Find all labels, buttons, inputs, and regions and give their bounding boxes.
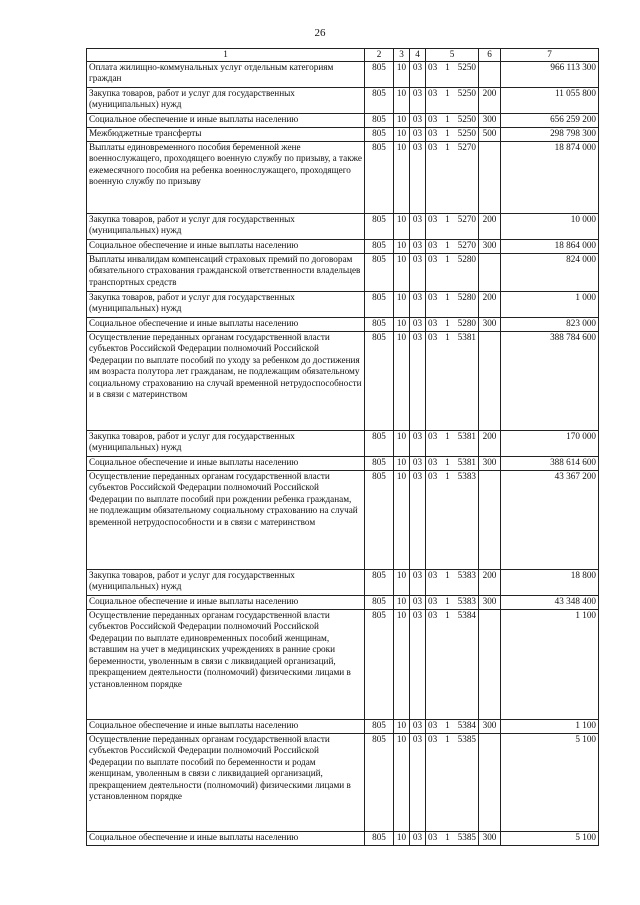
col-5-code-part: 03 xyxy=(428,430,438,441)
col-7-amount: 170 000 xyxy=(501,430,599,456)
col-6-value: 300 xyxy=(479,831,501,845)
col-5-code-part: 03 xyxy=(428,87,438,98)
col-5-code-part: 03 xyxy=(428,127,438,138)
table-row xyxy=(87,127,599,141)
col-7-amount: 5 100 xyxy=(501,733,599,831)
col-2-value: 805 xyxy=(365,239,394,253)
col-3-value: 10 xyxy=(394,609,410,719)
col-2-value: 805 xyxy=(365,430,394,456)
col-5-code-part: 5280 xyxy=(457,253,476,264)
col-4-value: 03 xyxy=(410,569,426,595)
col-5-code-part: 5383 xyxy=(457,470,476,481)
col-4-value: 03 xyxy=(410,456,426,470)
col-6-value: 200 xyxy=(479,213,501,239)
col-2-value: 805 xyxy=(365,87,394,113)
col-6-value: 300 xyxy=(479,317,501,331)
col-5-code-part: 03 xyxy=(428,61,438,72)
col-5-code xyxy=(426,456,479,470)
col-5-code xyxy=(426,61,479,87)
col-5-code-part: 5381 xyxy=(457,331,476,342)
col-5-code-part: 5280 xyxy=(457,317,476,328)
col-5-code-part: 03 xyxy=(428,141,438,152)
col-3-value: 10 xyxy=(394,831,410,845)
col-3-value: 10 xyxy=(394,213,410,239)
row-name: Закупка товаров, работ и услуг для государственных (муниципальных) нужд xyxy=(87,291,365,317)
col-5-code xyxy=(426,430,479,456)
col-5-code-part: 03 xyxy=(428,113,438,124)
column-header: 1 xyxy=(87,49,365,62)
table-row xyxy=(87,141,599,213)
col-5-code-part: 1 xyxy=(445,291,450,302)
col-6-value: 300 xyxy=(479,239,501,253)
col-3-value: 10 xyxy=(394,61,410,87)
col-2-value: 805 xyxy=(365,127,394,141)
col-4-value: 03 xyxy=(410,331,426,430)
col-3-value: 10 xyxy=(394,470,410,569)
col-3-value: 10 xyxy=(394,719,410,733)
col-5-code-part: 03 xyxy=(428,831,438,842)
table-body xyxy=(87,61,599,845)
page-number: 26 xyxy=(314,27,326,39)
col-3-value: 10 xyxy=(394,569,410,595)
col-6-value: 200 xyxy=(479,569,501,595)
table-row xyxy=(87,733,599,831)
row-name: Социальное обеспечение и иные выплаты населению xyxy=(87,595,365,609)
col-2-value: 805 xyxy=(365,113,394,127)
col-5-code xyxy=(426,733,479,831)
col-5-code xyxy=(426,213,479,239)
col-7-amount: 1 000 xyxy=(501,291,599,317)
col-4-value: 03 xyxy=(410,719,426,733)
col-7-amount: 43 367 200 xyxy=(501,470,599,569)
column-header: 2 xyxy=(365,49,394,62)
col-5-code-part: 03 xyxy=(428,733,438,744)
col-2-value: 805 xyxy=(365,719,394,733)
row-name: Социальное обеспечение и иные выплаты населению xyxy=(87,831,365,845)
col-2-value: 805 xyxy=(365,317,394,331)
col-4-value: 03 xyxy=(410,291,426,317)
col-3-value: 10 xyxy=(394,141,410,213)
row-name: Социальное обеспечение и иные выплаты населению xyxy=(87,113,365,127)
col-3-value: 10 xyxy=(394,733,410,831)
col-5-code-part: 1 xyxy=(445,213,450,224)
col-4-value: 03 xyxy=(410,87,426,113)
table-row xyxy=(87,253,599,291)
col-5-code xyxy=(426,87,479,113)
budget-table xyxy=(86,48,599,846)
row-name: Оплата жилищно-коммунальных услуг отдельным категориям граждан xyxy=(87,61,365,87)
col-3-value: 10 xyxy=(394,127,410,141)
col-5-code-part: 5270 xyxy=(457,213,476,224)
col-5-code-part: 1 xyxy=(445,253,450,264)
col-4-value: 03 xyxy=(410,113,426,127)
table-row xyxy=(87,719,599,733)
col-5-code-part: 03 xyxy=(428,213,438,224)
col-5-code-part: 03 xyxy=(428,331,438,342)
col-5-code-part: 1 xyxy=(445,430,450,441)
col-5-code-part: 1 xyxy=(445,609,450,620)
col-3-value: 10 xyxy=(394,317,410,331)
col-2-value: 805 xyxy=(365,456,394,470)
col-4-value: 03 xyxy=(410,609,426,719)
row-name: Закупка товаров, работ и услуг для государственных (муниципальных) нужд xyxy=(87,213,365,239)
table-row xyxy=(87,239,599,253)
col-3-value: 10 xyxy=(394,239,410,253)
table-row xyxy=(87,595,599,609)
col-5-code-part: 5250 xyxy=(457,61,476,72)
table-row xyxy=(87,317,599,331)
col-4-value: 03 xyxy=(410,470,426,569)
row-name: Осуществление переданных органам государственной власти субъектов Российской Федерации полномочий Российской Федерации по выплате единовременных пособий женщинам, вставшим на учет в медицинских учреждениях в ранние сроки беременности, уволенным в связи с ликвидацией организаций, прекращением деятельности (полномочий) физическими лицами в установленном порядке xyxy=(87,609,365,719)
col-4-value: 03 xyxy=(410,317,426,331)
col-5-code-part: 5270 xyxy=(457,239,476,250)
col-6-value xyxy=(479,609,501,719)
col-2-value: 805 xyxy=(365,291,394,317)
col-5-code-part: 5250 xyxy=(457,113,476,124)
col-5-code-part: 1 xyxy=(445,113,450,124)
row-name: Закупка товаров, работ и услуг для государственных (муниципальных) нужд xyxy=(87,569,365,595)
col-4-value: 03 xyxy=(410,831,426,845)
col-5-code-part: 03 xyxy=(428,253,438,264)
table-row xyxy=(87,291,599,317)
col-6-value: 200 xyxy=(479,430,501,456)
col-5-code xyxy=(426,253,479,291)
col-5-code-part: 03 xyxy=(428,291,438,302)
col-2-value: 805 xyxy=(365,253,394,291)
col-5-code xyxy=(426,239,479,253)
row-name: Социальное обеспечение и иные выплаты населению xyxy=(87,456,365,470)
col-2-value: 805 xyxy=(365,141,394,213)
col-7-amount: 11 055 800 xyxy=(501,87,599,113)
col-6-value xyxy=(479,61,501,87)
col-3-value: 10 xyxy=(394,430,410,456)
col-5-code xyxy=(426,113,479,127)
col-7-amount: 18 800 xyxy=(501,569,599,595)
col-5-code-part: 5384 xyxy=(457,609,476,620)
table-row xyxy=(87,609,599,719)
col-6-value xyxy=(479,470,501,569)
table-row xyxy=(87,430,599,456)
col-5-code xyxy=(426,470,479,569)
col-5-code-part: 1 xyxy=(445,470,450,481)
col-3-value: 10 xyxy=(394,291,410,317)
col-5-code-part: 1 xyxy=(445,239,450,250)
col-5-code-part: 5383 xyxy=(457,569,476,580)
col-5-code-part: 03 xyxy=(428,317,438,328)
col-2-value: 805 xyxy=(365,61,394,87)
col-5-code-part: 5385 xyxy=(457,733,476,744)
col-5-code-part: 03 xyxy=(428,609,438,620)
row-name: Межбюджетные трансферты xyxy=(87,127,365,141)
col-5-code xyxy=(426,317,479,331)
col-2-value: 805 xyxy=(365,733,394,831)
row-name: Социальное обеспечение и иные выплаты населению xyxy=(87,239,365,253)
col-2-value: 805 xyxy=(365,609,394,719)
table-row xyxy=(87,470,599,569)
col-6-value: 500 xyxy=(479,127,501,141)
table-row xyxy=(87,61,599,87)
col-4-value: 03 xyxy=(410,595,426,609)
col-5-code xyxy=(426,331,479,430)
row-name: Осуществление переданных органам государственной власти субъектов Российской Федерации полномочий Российской Федерации по выплате пособий по уходу за ребенком до достижения им возраста полутора лет гражданам, не подлежащим обязательному социальному страхованию на случай временной нетрудоспособности и в связи с материнством xyxy=(87,331,365,430)
col-4-value: 03 xyxy=(410,253,426,291)
col-6-value: 300 xyxy=(479,113,501,127)
col-5-code-part: 03 xyxy=(428,456,438,467)
table-row xyxy=(87,331,599,430)
col-7-amount: 43 348 400 xyxy=(501,595,599,609)
col-7-amount: 1 100 xyxy=(501,609,599,719)
col-5-code-part: 5280 xyxy=(457,291,476,302)
column-header: 4 xyxy=(410,49,426,62)
col-2-value: 805 xyxy=(365,213,394,239)
col-5-code-part: 1 xyxy=(445,127,450,138)
col-5-code-part: 5270 xyxy=(457,141,476,152)
col-5-code-part: 1 xyxy=(445,831,450,842)
col-2-value: 805 xyxy=(365,831,394,845)
col-5-code-part: 1 xyxy=(445,719,450,730)
column-header: 3 xyxy=(394,49,410,62)
row-name: Выплаты инвалидам компенсаций страховых премий по договорам обязательного страхования гражданской ответственности владельцев транспортных средств xyxy=(87,253,365,291)
col-7-amount: 298 798 300 xyxy=(501,127,599,141)
column-header: 5 xyxy=(426,49,479,62)
col-5-code-part: 03 xyxy=(428,719,438,730)
col-5-code-part: 03 xyxy=(428,470,438,481)
col-5-code-part: 1 xyxy=(445,569,450,580)
col-5-code xyxy=(426,291,479,317)
col-5-code xyxy=(426,719,479,733)
col-7-amount: 656 259 200 xyxy=(501,113,599,127)
table-row xyxy=(87,113,599,127)
col-7-amount: 10 000 xyxy=(501,213,599,239)
col-6-value xyxy=(479,331,501,430)
col-7-amount: 823 000 xyxy=(501,317,599,331)
col-6-value xyxy=(479,733,501,831)
col-2-value: 805 xyxy=(365,470,394,569)
col-5-code-part: 5250 xyxy=(457,87,476,98)
col-5-code-part: 1 xyxy=(445,317,450,328)
col-5-code-part: 1 xyxy=(445,87,450,98)
col-7-amount: 388 784 600 xyxy=(501,331,599,430)
column-header: 6 xyxy=(479,49,501,62)
col-4-value: 03 xyxy=(410,239,426,253)
table-row xyxy=(87,831,599,845)
col-6-value: 200 xyxy=(479,87,501,113)
table-header-row xyxy=(87,49,599,62)
table-row xyxy=(87,87,599,113)
col-3-value: 10 xyxy=(394,253,410,291)
col-7-amount: 388 614 600 xyxy=(501,456,599,470)
col-3-value: 10 xyxy=(394,87,410,113)
col-6-value: 300 xyxy=(479,456,501,470)
col-6-value: 200 xyxy=(479,291,501,317)
table-row xyxy=(87,456,599,470)
column-header: 7 xyxy=(501,49,599,62)
col-4-value: 03 xyxy=(410,430,426,456)
col-7-amount: 1 100 xyxy=(501,719,599,733)
col-5-code-part: 5385 xyxy=(457,831,476,842)
col-7-amount: 18 874 000 xyxy=(501,141,599,213)
table-row xyxy=(87,213,599,239)
row-name: Осуществление переданных органам государственной власти субъектов Российской Федерации полномочий Российской Федерации по выплате пособий по беременности и родам женщинам, уволенным в связи с ликвидацией организаций, прекращением деятельности (полномочий) физическими лицами в установленном порядке xyxy=(87,733,365,831)
col-5-code-part: 03 xyxy=(428,569,438,580)
col-3-value: 10 xyxy=(394,595,410,609)
row-name: Осуществление переданных органам государственной власти субъектов Российской Федерации полномочий Российской Федерации по выплате пособий при рождении ребенка гражданам, не подлежащим обязательному социальному страхованию на случай временной нетрудоспособности и в связи с материнством xyxy=(87,470,365,569)
col-6-value: 300 xyxy=(479,595,501,609)
col-6-value: 300 xyxy=(479,719,501,733)
col-2-value: 805 xyxy=(365,595,394,609)
col-5-code xyxy=(426,609,479,719)
col-5-code xyxy=(426,595,479,609)
col-5-code-part: 03 xyxy=(428,239,438,250)
col-4-value: 03 xyxy=(410,213,426,239)
col-5-code xyxy=(426,831,479,845)
col-3-value: 10 xyxy=(394,456,410,470)
col-6-value xyxy=(479,141,501,213)
table-row xyxy=(87,569,599,595)
col-5-code-part: 5381 xyxy=(457,456,476,467)
col-5-code-part: 1 xyxy=(445,141,450,152)
row-name: Социальное обеспечение и иные выплаты населению xyxy=(87,317,365,331)
col-7-amount: 18 864 000 xyxy=(501,239,599,253)
col-5-code-part: 03 xyxy=(428,595,438,606)
col-7-amount: 966 113 300 xyxy=(501,61,599,87)
col-7-amount: 5 100 xyxy=(501,831,599,845)
row-name: Выплаты единовременного пособия беременной жене военнослужащего, проходящего военную службу по призыву, а также ежемесячного пособия на ребенка военнослужащего, проходящего военную службу по призыву xyxy=(87,141,365,213)
col-3-value: 10 xyxy=(394,113,410,127)
col-5-code-part: 5383 xyxy=(457,595,476,606)
col-3-value: 10 xyxy=(394,331,410,430)
col-4-value: 03 xyxy=(410,127,426,141)
col-5-code xyxy=(426,141,479,213)
col-5-code xyxy=(426,127,479,141)
col-5-code-part: 1 xyxy=(445,456,450,467)
col-5-code-part: 1 xyxy=(445,595,450,606)
col-5-code-part: 1 xyxy=(445,331,450,342)
col-2-value: 805 xyxy=(365,569,394,595)
col-5-code-part: 5250 xyxy=(457,127,476,138)
col-2-value: 805 xyxy=(365,331,394,430)
col-4-value: 03 xyxy=(410,61,426,87)
col-4-value: 03 xyxy=(410,733,426,831)
col-7-amount: 824 000 xyxy=(501,253,599,291)
col-5-code xyxy=(426,569,479,595)
row-name: Закупка товаров, работ и услуг для государственных (муниципальных) нужд xyxy=(87,87,365,113)
col-5-code-part: 5384 xyxy=(457,719,476,730)
col-6-value xyxy=(479,253,501,291)
col-5-code-part: 1 xyxy=(445,61,450,72)
row-name: Закупка товаров, работ и услуг для государственных (муниципальных) нужд xyxy=(87,430,365,456)
col-5-code-part: 1 xyxy=(445,733,450,744)
row-name: Социальное обеспечение и иные выплаты населению xyxy=(87,719,365,733)
col-5-code-part: 5381 xyxy=(457,430,476,441)
col-4-value: 03 xyxy=(410,141,426,213)
